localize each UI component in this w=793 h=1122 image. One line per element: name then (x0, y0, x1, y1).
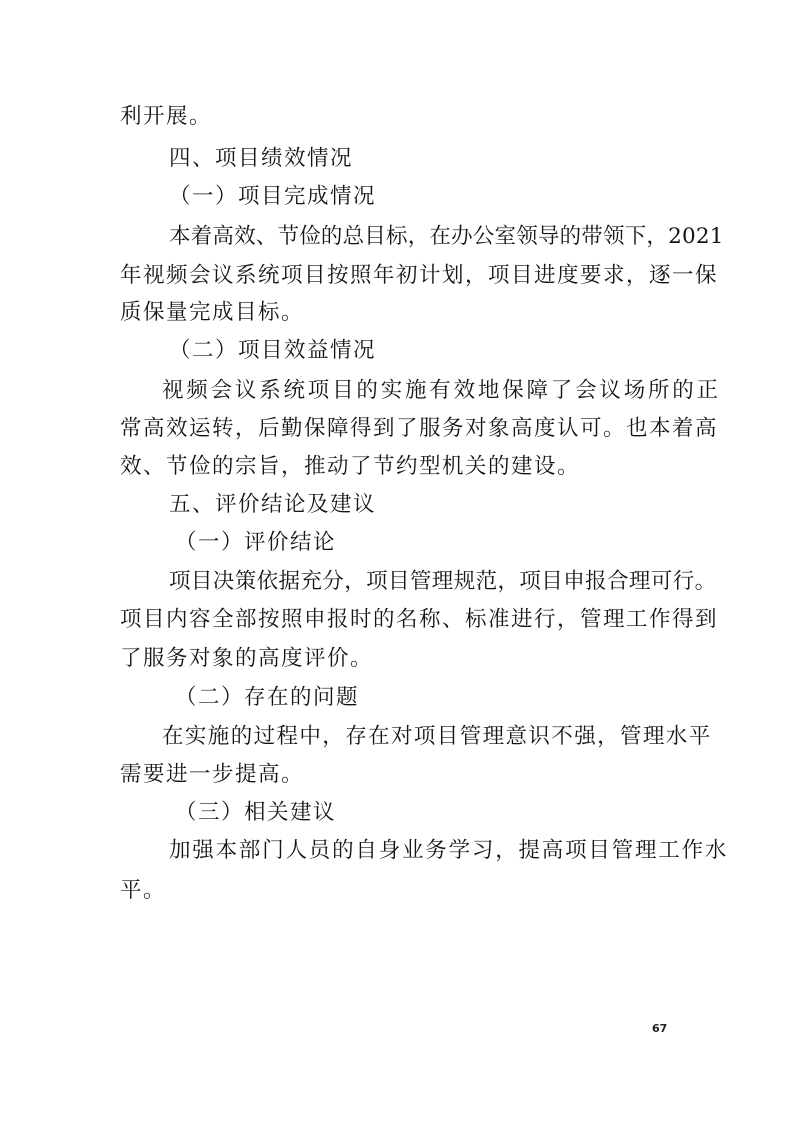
text-line: 视频会议系统项目的实施有效地保障了会议场所的正 (162, 378, 721, 403)
subsection-heading: （一）项目完成情况 (169, 184, 377, 209)
text-line: 质保量完成目标。 (120, 300, 305, 325)
section-heading: 四、项目绩效情况 (169, 146, 354, 171)
text-line: 年视频会议系统项目按照年初计划，项目进度要求，逐一保 (120, 263, 719, 288)
subsection-heading: （二）存在的问题 (175, 685, 360, 710)
text-line: 加强本部门人员的自身业务学习，提高项目管理工作水 (169, 838, 729, 863)
text-line: 项目决策依据充分，项目管理规范，项目申报合理可行。 (169, 569, 717, 594)
text-line: 本着高效、节俭的总目标，在办公室领导的带领下，2021 (169, 224, 724, 249)
text-line: 常高效运转，后勤保障得到了服务对象高度认可。也本着高 (120, 416, 719, 441)
text-line: 项目内容全部按照申报时的名称、标准进行，管理工作得到 (120, 607, 719, 632)
text-line: 需要进一步提高。 (120, 762, 305, 787)
text-line: 了服务对象的高度评价。 (120, 646, 374, 671)
subsection-heading: （一）评价结论 (175, 530, 337, 555)
text-line: 在实施的过程中，存在对项目管理意识不强，管理水平 (162, 724, 712, 749)
subsection-heading: （二）项目效益情况 (169, 338, 377, 363)
subsection-heading: （三）相关建议 (175, 800, 337, 825)
section-heading: 五、评价结论及建议 (169, 492, 377, 517)
page-number: 67 (652, 1022, 668, 1035)
text-line: 平。 (120, 878, 167, 903)
text-line: 利开展。 (120, 104, 213, 129)
text-line: 效、节俭的宗旨，推动了节约型机关的建设。 (120, 454, 581, 479)
